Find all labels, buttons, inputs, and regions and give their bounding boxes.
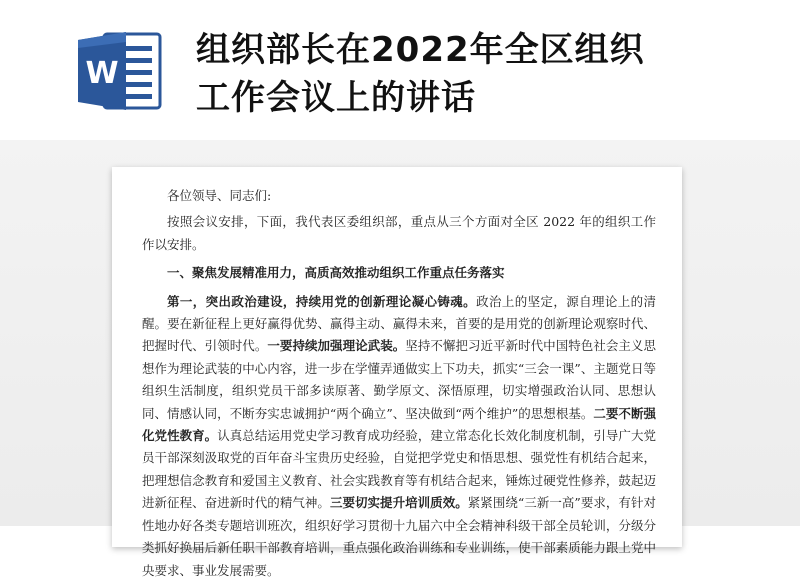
header-banner <box>0 0 800 140</box>
title-line-1: 组织部长在2022年全区组织 <box>196 30 645 70</box>
bold-subpoint-2: 二要不断强化党性教育。 <box>142 405 656 444</box>
intro-paragraph: 按照会议安排，下面，我代表区委组织部，重点从三个方面对全区 2022 年的组织工作作以安排。 <box>142 214 656 252</box>
salutation: 各位领导、同志们: <box>167 188 272 203</box>
body-paragraph-1 <box>142 291 656 582</box>
section-heading-1: 一、聚焦发展精准用力，高质高效推动组织工作重点任务落实 <box>167 265 505 281</box>
word-icon-letter: W <box>85 56 119 91</box>
page-title <box>196 26 776 122</box>
title-line-2: 工作会议上的讲话 <box>196 78 476 118</box>
word-document-icon <box>76 30 166 112</box>
paragraph-text: 认真总结运用党史学习教育成功经验，建立常态化长效化制度机制，引导广大党员干部深刻汲取党的百年奋斗宝贵历史经验，自觉把学党史和悟思想、强党性有机结合起来，把理想信念教育和爱国主义教育、社会实践教育等有机结合起来，锤炼过硬党性修养，鼓起迈进新征程、奋进新时代的精气神。 <box>142 428 656 511</box>
document-body <box>142 185 656 582</box>
paragraph-text: 坚持不懈把习近平新时代中国特色社会主义思想作为理论武装的中心内容，进一步在学懂弄通做实上下功夫，抓实“三会一课”、主题党日等组织生活制度，组织党员干部多读原著、勤学原文、深悟原理，切实增强政治认同、思想认同、情感认同，不断夯实忠诚拥护“两个确立”、坚决做到“两个维护”的思想根基。 <box>142 338 656 421</box>
bold-subpoint-3: 三要切实提升培训质效。 <box>329 495 468 511</box>
paragraph-text: 政治上的坚定，源自理论上的清醒。要在新征程上更好赢得优势、赢得主动、赢得未来，首要的是用党的创新理论观察时代、把握时代、引领时代。 <box>142 293 656 354</box>
lead-bold-text: 第一，突出政治建设，持续用党的创新理论凝心铸魂。 <box>167 293 477 309</box>
document-page <box>112 167 682 578</box>
paragraph-text: 紧紧围绕“三新一高”要求，有针对性地办好各类专题培训班次，组织好学习贯彻十九届六中全会精神科级干部全员轮训，分级分类抓好换届后新任职干部教育培训，重点强化政治训练和专业训练，使干部素质能力跟上党中央要求、事业发展需要。 <box>142 495 656 578</box>
bold-subpoint-1: 一要持续加强理论武装。 <box>267 338 406 354</box>
